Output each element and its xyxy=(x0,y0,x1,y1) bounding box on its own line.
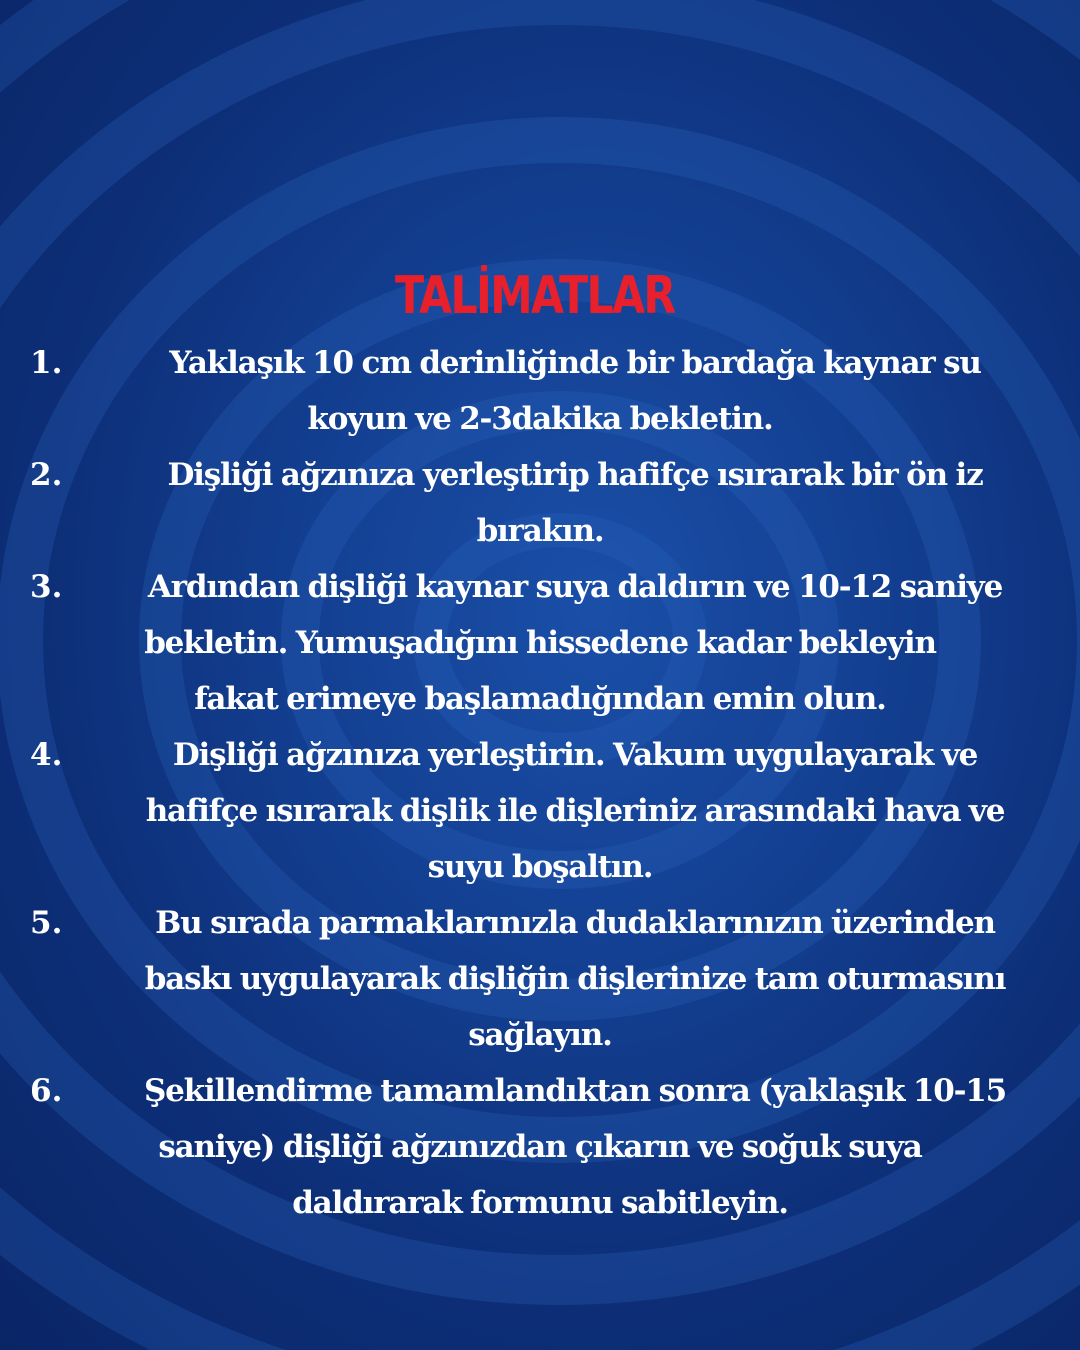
step-text-line: saniye) dişliği ağzınızdan çıkarın ve soğuk suya xyxy=(158,1129,922,1165)
step-number: 1. xyxy=(30,345,63,381)
list-item xyxy=(0,447,1080,559)
step-text-line: koyun ve 2-3dakika bekletin. xyxy=(307,401,773,437)
list-item xyxy=(0,335,1080,447)
step-number: 5. xyxy=(30,905,63,941)
step-text-line: Ardından dişliği kaynar suya daldırın ve 10-12 saniye xyxy=(147,569,1003,605)
step-number: 3. xyxy=(30,569,63,605)
list-item xyxy=(0,895,1080,1063)
step-text-line: Dişliği ağzınıza yerleştirip hafifçe ısırarak bir ön iz xyxy=(167,457,983,493)
page-title: TALİMATLAR xyxy=(395,266,675,326)
step-text-line: Bu sırada parmaklarınızla dudaklarınızın üzerinden xyxy=(155,905,995,941)
step-number: 2. xyxy=(30,457,63,493)
list-item xyxy=(0,559,1080,727)
step-text-line: bırakın. xyxy=(476,513,604,549)
step-text-line: daldırarak formunu sabitleyin. xyxy=(292,1185,788,1221)
step-number: 4. xyxy=(30,737,63,773)
list-item xyxy=(0,727,1080,895)
list-item xyxy=(0,1063,1080,1231)
step-text-line: sağlayın. xyxy=(468,1017,612,1053)
step-text-line: bekletin. Yumuşadığını hissedene kadar bekleyin xyxy=(144,625,936,661)
step-text-line: Şekillendirme tamamlandıktan sonra (yaklaşık 10-15 xyxy=(143,1073,1007,1109)
step-text-line: hafifçe ısırarak dişlik ile dişleriniz arasındaki hava ve xyxy=(145,793,1005,829)
step-number: 6. xyxy=(30,1073,63,1109)
step-text-line: Dişliği ağzınıza yerleştirin. Vakum uygulayarak ve xyxy=(172,737,978,773)
step-text-line: Yaklaşık 10 cm derinliğinde bir bardağa kaynar su xyxy=(169,345,981,381)
step-text-line: suyu boşaltın. xyxy=(427,849,653,885)
steps-list xyxy=(0,335,1080,1231)
step-text-line: baskı uygulayarak dişliğin dişlerinize tam oturmasını xyxy=(144,961,1006,997)
step-text-line: fakat erimeye başlamadığından emin olun. xyxy=(194,681,886,717)
